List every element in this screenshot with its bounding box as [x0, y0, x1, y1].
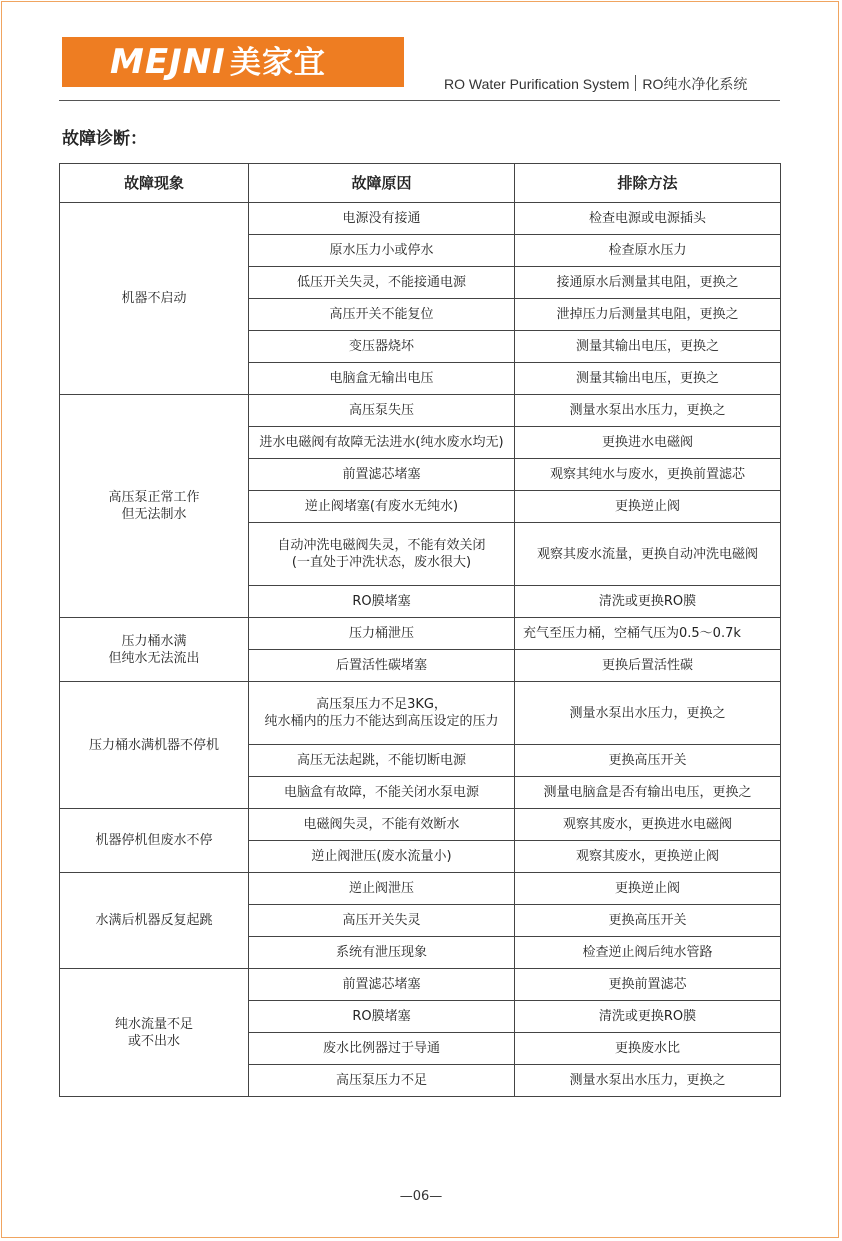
fix-cell: 更换后置活性碳 [515, 650, 781, 682]
fix-cell: 更换逆止阀 [515, 873, 781, 905]
cause-cell: 后置活性碳堵塞 [249, 650, 515, 682]
symptom-cell: 水满后机器反复起跳 [60, 873, 249, 969]
section-title: 故障诊断： [62, 129, 147, 149]
fix-cell: 测量水泵出水压力，更换之 [515, 395, 781, 427]
cause-cell: 高压开关不能复位 [249, 299, 515, 331]
cause-cell: 高压泵压力不足 [249, 1065, 515, 1097]
fix-cell: 测量其输出电压，更换之 [515, 363, 781, 395]
logo-latin: MEJNI [110, 42, 226, 82]
page-number: —06— [399, 1189, 443, 1204]
cause-cell: 高压泵失压 [249, 395, 515, 427]
cause-cell: 变压器烧坏 [249, 331, 515, 363]
cause-cell: 电源没有接通 [249, 203, 515, 235]
cause-cell: 废水比例器过于导通 [249, 1033, 515, 1065]
troubleshooting-table [59, 163, 781, 1097]
fix-cell: 观察其废水，更换进水电磁阀 [515, 809, 781, 841]
header-tagline [444, 74, 747, 94]
symptom-cell: 纯水流量不足 或不出水 [60, 969, 249, 1097]
cause-cell: 高压开关失灵 [249, 905, 515, 937]
fix-cell: 接通原水后测量其电阻，更换之 [515, 267, 781, 299]
cause-cell: 压力桶泄压 [249, 618, 515, 650]
table-row [60, 203, 781, 235]
cause-cell: 原水压力小或停水 [249, 235, 515, 267]
table-row [60, 682, 781, 745]
table-row [60, 809, 781, 841]
cause-cell: 电脑盒无输出电压 [249, 363, 515, 395]
fix-cell: 测量其输出电压，更换之 [515, 331, 781, 363]
table-row [60, 618, 781, 650]
table-row [60, 395, 781, 427]
logo-chinese: 美家宜 [229, 45, 326, 81]
fix-cell: 测量水泵出水压力，更换之 [515, 1065, 781, 1097]
fix-cell: 观察其废水流量，更换自动冲洗电磁阀 [515, 523, 781, 586]
cause-cell: 逆止阀泄压 [249, 873, 515, 905]
symptom-cell: 压力桶水满 但纯水无法流出 [60, 618, 249, 682]
table-row [60, 873, 781, 905]
cause-cell: RO膜堵塞 [249, 1001, 515, 1033]
header-cause: 故障原因 [249, 164, 515, 203]
cause-cell: 进水电磁阀有故障无法进水(纯水废水均无) [249, 427, 515, 459]
fix-cell: 更换前置滤芯 [515, 969, 781, 1001]
brand-logo [62, 37, 404, 87]
cause-cell: 系统有泄压现象 [249, 937, 515, 969]
cause-cell: 电脑盒有故障，不能关闭水泵电源 [249, 777, 515, 809]
table-header-row [60, 164, 781, 203]
symptom-cell: 机器不启动 [60, 203, 249, 395]
cause-cell: 前置滤芯堵塞 [249, 969, 515, 1001]
header-symptom: 故障现象 [60, 164, 249, 203]
fix-cell: 测量电脑盒是否有输出电压，更换之 [515, 777, 781, 809]
fix-cell: 更换高压开关 [515, 745, 781, 777]
fix-cell: 测量水泵出水压力，更换之 [515, 682, 781, 745]
cause-cell: 低压开关失灵，不能接通电源 [249, 267, 515, 299]
fix-cell: 观察其废水，更换逆止阀 [515, 841, 781, 873]
fix-cell: 清洗或更换RO膜 [515, 1001, 781, 1033]
cause-cell: 自动冲洗电磁阀失灵，不能有效关闭 (一直处于冲洗状态，废水很大) [249, 523, 515, 586]
fix-cell: 检查电源或电源插头 [515, 203, 781, 235]
fix-cell: 泄掉压力后测量其电阻，更换之 [515, 299, 781, 331]
cause-cell: 逆止阀堵塞(有废水无纯水) [249, 491, 515, 523]
logo-text [110, 43, 326, 82]
fix-cell: 观察其纯水与废水，更换前置滤芯 [515, 459, 781, 491]
cause-cell: 高压无法起跳，不能切断电源 [249, 745, 515, 777]
header-rule [59, 100, 780, 101]
fix-cell: 充气至压力桶，空桶气压为0.5～0.7k [515, 618, 781, 650]
table-row [60, 969, 781, 1001]
tagline-divider [635, 75, 636, 91]
symptom-cell: 压力桶水满机器不停机 [60, 682, 249, 809]
cause-cell: 逆止阀泄压(废水流量小) [249, 841, 515, 873]
cause-cell: 高压泵压力不足3KG， 纯水桶内的压力不能达到高压设定的压力 [249, 682, 515, 745]
tagline-chinese: RO纯水净化系统 [642, 76, 748, 92]
fix-cell: 更换逆止阀 [515, 491, 781, 523]
symptom-cell: 高压泵正常工作 但无法制水 [60, 395, 249, 618]
cause-cell: 前置滤芯堵塞 [249, 459, 515, 491]
fix-cell: 清洗或更换RO膜 [515, 586, 781, 618]
cause-cell: 电磁阀失灵，不能有效断水 [249, 809, 515, 841]
cause-cell: RO膜堵塞 [249, 586, 515, 618]
fix-cell: 更换进水电磁阀 [515, 427, 781, 459]
header-fix: 排除方法 [515, 164, 781, 203]
fix-cell: 检查原水压力 [515, 235, 781, 267]
symptom-cell: 机器停机但废水不停 [60, 809, 249, 873]
fix-cell: 更换废水比 [515, 1033, 781, 1065]
tagline-english: RO Water Purification System [444, 76, 630, 92]
fix-cell: 检查逆止阀后纯水管路 [515, 937, 781, 969]
fix-cell: 更换高压开关 [515, 905, 781, 937]
